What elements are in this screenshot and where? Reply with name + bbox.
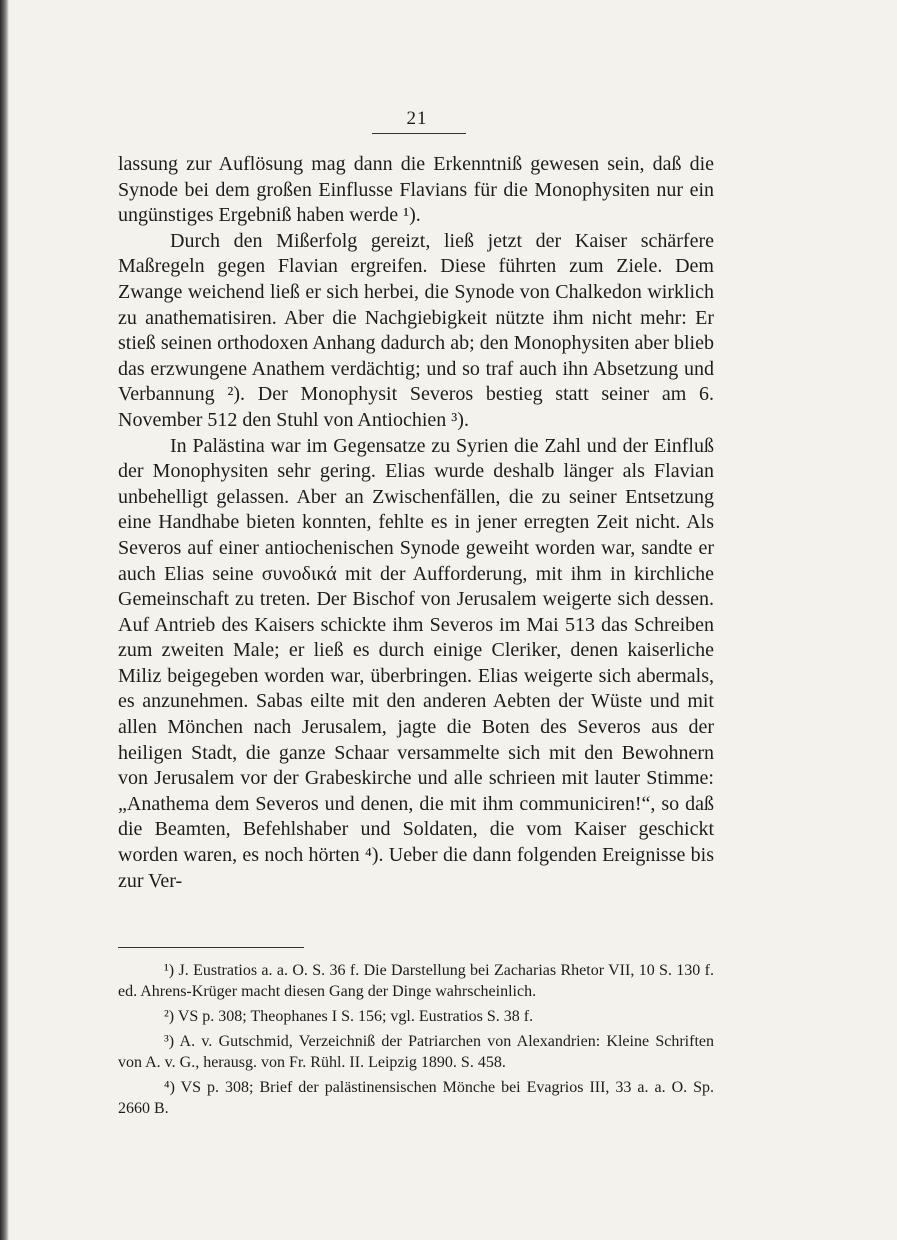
paragraph-1: lassung zur Auflösung mag dann die Erkenntniß gewesen sein, daß die Synode bei dem großen Einflusse Flavians für die Monophysiten nur ein ungünstiges Ergebniß haben werde ¹). xyxy=(118,153,714,227)
footnotes xyxy=(118,960,714,1123)
footnote-1: ¹) J. Eustratios a. a. O. S. 36 f. Die Darstellung bei Zacharias Rhetor VII, 10 S. 130 f. ed. Ahrens-Krüger macht diesen Gang der Dinge wahrscheinlich. xyxy=(118,962,714,1000)
footnote-separator xyxy=(118,947,304,948)
paragraph-2: Durch den Mißerfolg gereizt, ließ jetzt der Kaiser schärfere Maßregeln gegen Flavian ergreifen. Diese führten zum Ziele. Dem Zwange weichend ließ er sich herbei, die Synode von Chalkedon wirklich zu anathematisiren. Aber die Nachgiebigkeit nützte ihm nicht mehr: Er stieß seinen orthodoxen Anhang dadurch ab; den Monophysiten aber blieb das erzwungene Anathem verdächtig; und so traf auch ihn Absetzung und Verbannung ²). Der Monophysit Severos bestieg statt seiner am 6. November 512 den Stuhl von Antiochien ³). xyxy=(118,229,714,431)
footnote-3: ³) A. v. Gutschmid, Verzeichniß der Patriarchen von Alexandrien: Kleine Schriften von A. v. G., herausg. von Fr. Rühl. II. Leipzig 1890. S. 458. xyxy=(118,1033,714,1071)
body-text xyxy=(118,152,714,894)
footnote-2: ²) VS p. 308; Theophanes I S. 156; vgl. Eustratios S. 38 f. xyxy=(164,1008,534,1025)
footnote-4: ⁴) VS p. 308; Brief der palästinensischen Mönche bei Evagrios III, 33 a. a. O. Sp. 2660 B. xyxy=(118,1079,714,1117)
paragraph-3: In Palästina war im Gegensatze zu Syrien die Zahl und der Einfluß der Monophysiten sehr gering. Elias wurde deshalb länger als Flavian unbehelligt gelassen. Aber an Zwischenfällen, die zu seiner Entsetzung eine Handhabe bieten konnten, fehlte es in jener erregten Zeit nicht. Als Severos auf einer antiochenischen Synode geweiht worden war, sandte er auch Elias seine συνοδικά mit der Aufforderung, mit ihm in kirchliche Gemeinschaft zu treten. Der Bischof von Jerusalem weigerte sich dessen. Auf Antrieb des Kaisers schickte ihm Severos im Mai 513 das Schreiben zum zweiten Male; er ließ es durch einige Cleriker, denen kaiserliche Miliz beigegeben worden war, überbringen. Elias weigerte sich abermals, es anzunehmen. Sabas eilte mit den anderen Aebten der Wüste und mit allen Mönchen nach Jerusalem, jagte die Boten des Severos aus der heiligen Stadt, die ganze Schaar versammelte sich mit den Bewohnern von Jerusalem vor der Grabeskirche und alle schrieen mit lauter Stimme: „Anathema dem Severos und denen, die mit ihm communiciren!“, so daß die Beamten, Befehlshaber und Soldaten, die vom Kaiser geschickt worden waren, es noch hörten ⁴). Ueber die dann folgenden Ereignisse bis zur Ver- xyxy=(118,434,714,892)
page-number-rule xyxy=(372,133,466,134)
page-number: 21 xyxy=(406,108,428,129)
scan-edge-shadow xyxy=(0,0,9,1240)
